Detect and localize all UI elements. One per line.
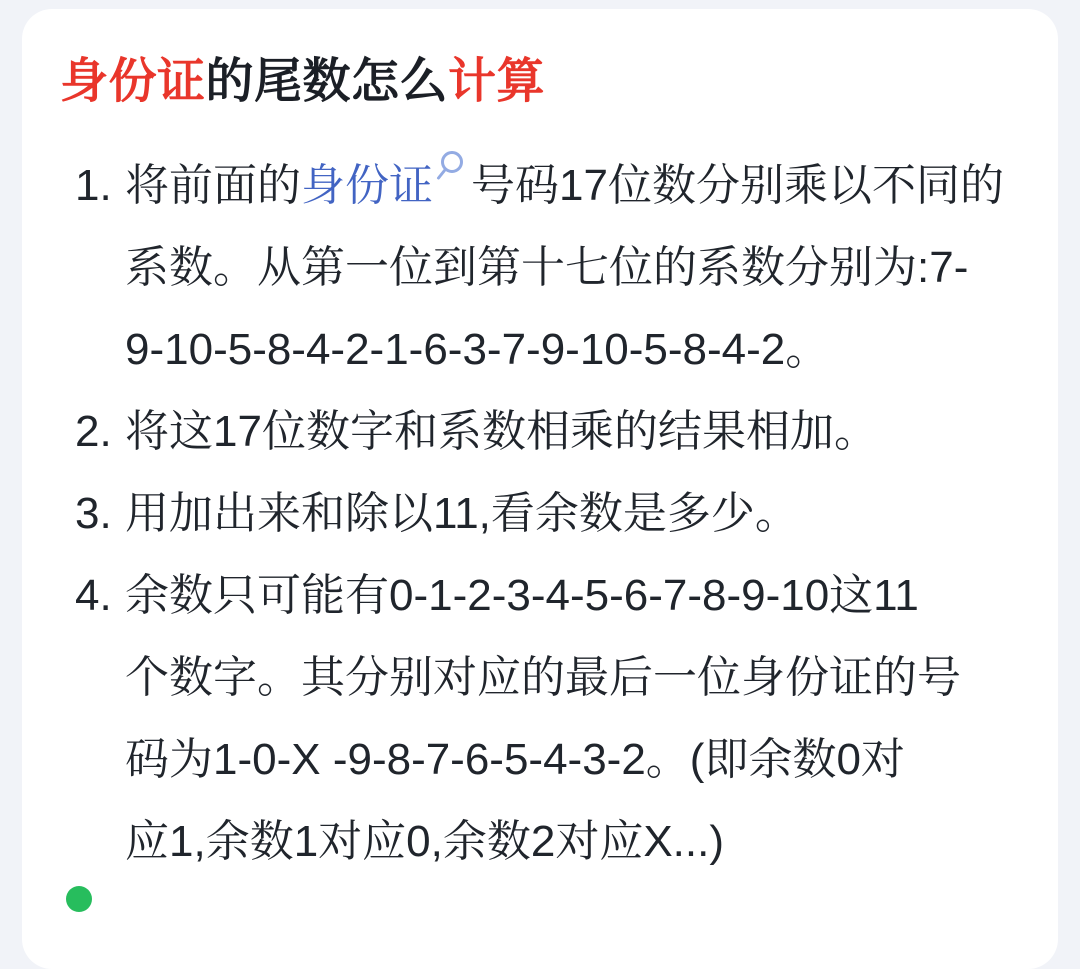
title-segment: 计算	[448, 55, 546, 108]
entity-link[interactable]: 身份证	[301, 161, 433, 210]
text-segment: 号码17位数分别乘以不同的	[471, 161, 1004, 210]
text-segment: 码为1-0-X -9-8-7-6-5-4-3-2。(即余数0对	[125, 735, 905, 784]
text-segment: 余数只可能有0-1-2-3-4-5-6-7-8-9-10这11	[125, 571, 919, 620]
list-item-number: 3.	[75, 489, 112, 538]
list-item-number: 1.	[75, 161, 112, 210]
text-line	[125, 391, 1020, 473]
text-line	[125, 473, 1020, 555]
text-line	[125, 637, 1020, 719]
text-line	[125, 145, 1020, 227]
list-item	[60, 145, 1020, 391]
text-line	[125, 227, 1020, 309]
list-item-text	[125, 555, 1020, 883]
answer-card	[22, 9, 1058, 969]
steps-list	[60, 145, 1020, 883]
text-line	[125, 309, 1020, 391]
list-item	[60, 391, 1020, 473]
text-line	[125, 555, 1020, 637]
text-segment: 个数字。其分别对应的最后一位身份证的号	[125, 653, 961, 702]
list-item-number: 4.	[75, 571, 112, 620]
list-item-text	[125, 473, 1020, 555]
title-segment: 身份证	[60, 55, 206, 108]
list-item-number: 2.	[75, 407, 112, 456]
list-item	[60, 555, 1020, 883]
search-icon[interactable]	[435, 150, 465, 184]
list-item	[60, 473, 1020, 555]
list-item-text	[125, 145, 1020, 391]
text-line	[125, 801, 1020, 883]
text-line	[125, 719, 1020, 801]
list-item-text	[125, 391, 1020, 473]
text-segment: 应1,余数1对应0,余数2对应X...)	[125, 817, 725, 866]
page-title[interactable]	[60, 53, 1020, 111]
text-segment: 系数。从第一位到第十七位的系数分别为:7-	[125, 243, 969, 292]
text-segment: 9-10-5-8-4-2-1-6-3-7-9-10-5-8-4-2。	[125, 325, 830, 374]
source-avatar-icon[interactable]	[66, 886, 92, 912]
text-segment: 用加出来和除以11,看余数是多少。	[125, 489, 799, 538]
text-segment: 将这17位数字和系数相乘的结果相加。	[125, 407, 878, 456]
title-segment: 的尾数怎么	[205, 55, 449, 108]
text-segment: 将前面的	[125, 161, 301, 210]
